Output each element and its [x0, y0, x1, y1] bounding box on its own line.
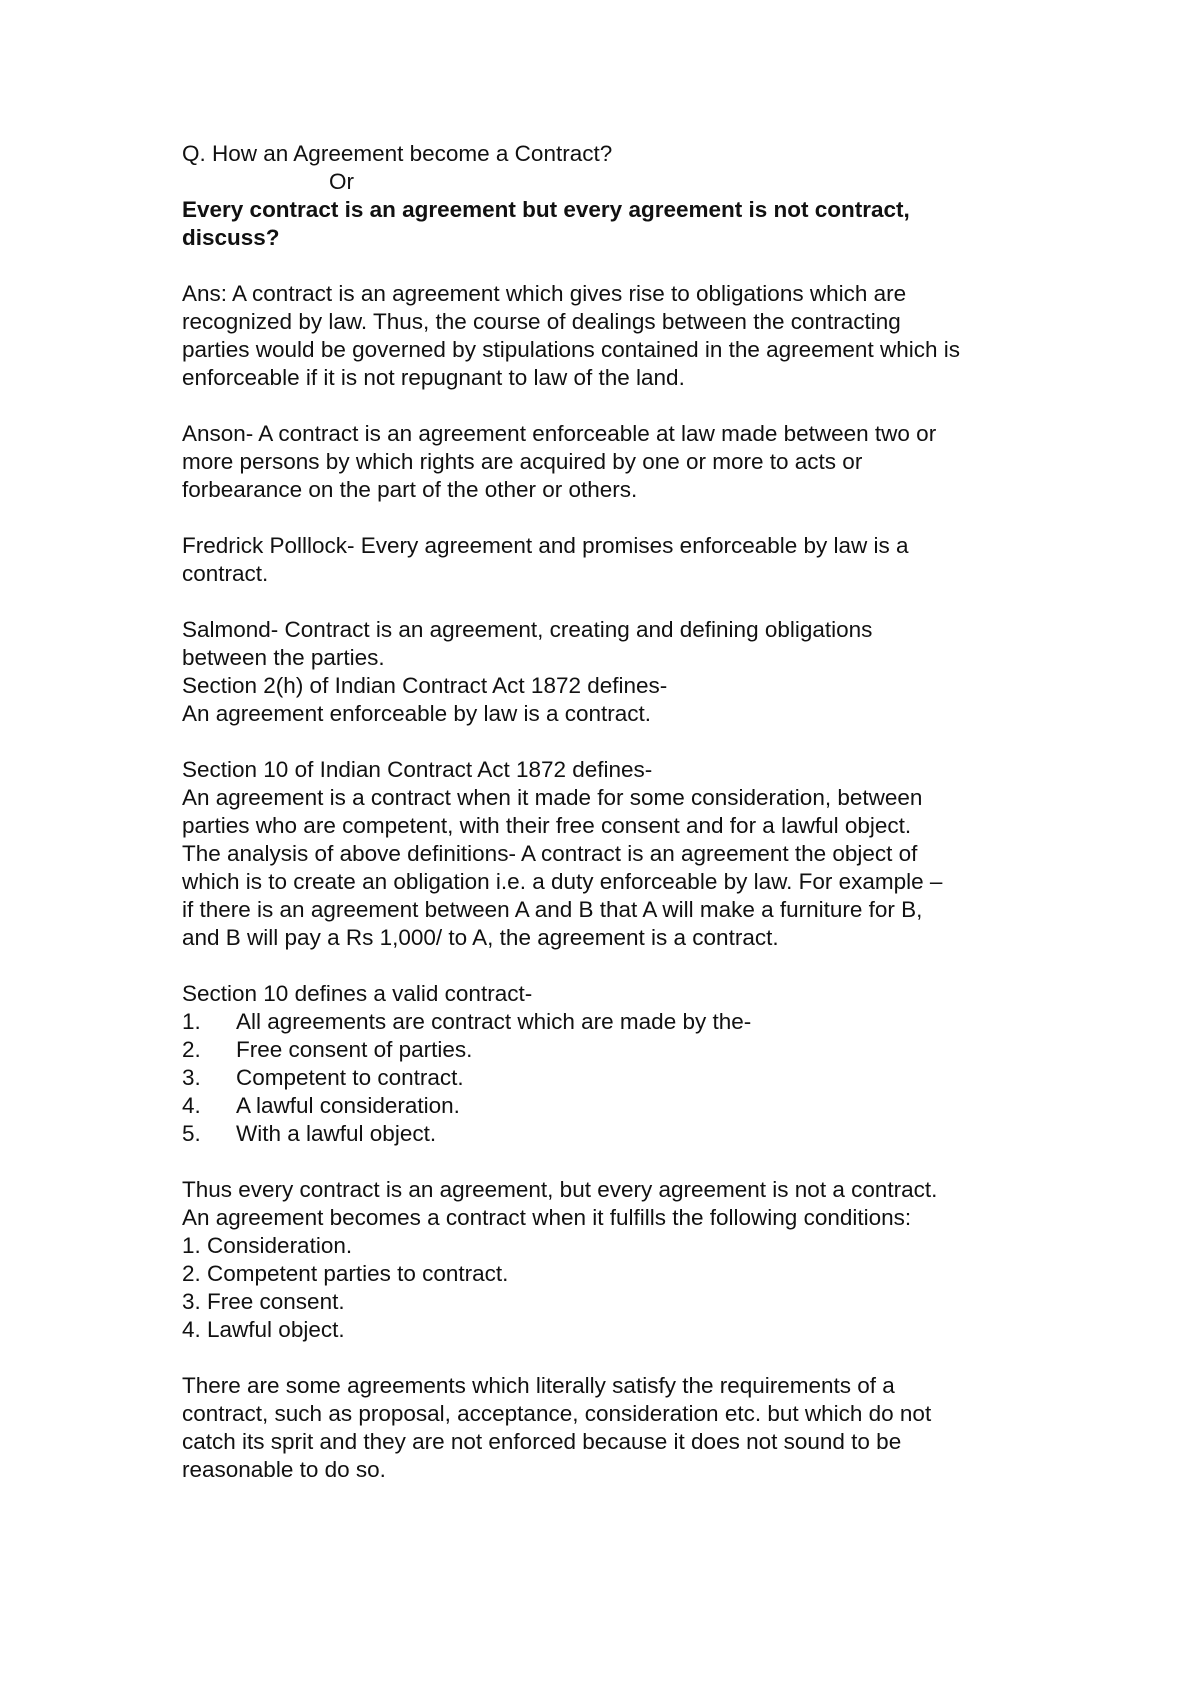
text-line: recognized by law. Thus, the course of dealings between the contracting — [182, 309, 901, 334]
list-item — [182, 1092, 1052, 1120]
text-line: more persons by which rights are acquired by one or more to acts or — [182, 449, 863, 474]
condition-item: 3. Free consent. — [182, 1289, 345, 1314]
list-text: A lawful consideration. — [236, 1093, 460, 1118]
text-line: enforceable if it is not repugnant to law of the land. — [182, 365, 685, 390]
question-block — [182, 140, 1052, 252]
paragraph-gap — [182, 1148, 1052, 1176]
list-text: All agreements are contract which are made by the- — [236, 1009, 752, 1034]
text-line: An agreement enforceable by law is a contract. — [182, 701, 652, 726]
pollock-paragraph — [182, 532, 1052, 588]
question-line: Q. How an Agreement become a Contract? — [182, 141, 613, 166]
list-heading: Section 10 defines a valid contract- — [182, 981, 533, 1006]
text-line: Ans: A contract is an agreement which gives rise to obligations which are — [182, 281, 907, 306]
condition-item: 1. Consideration. — [182, 1233, 353, 1258]
list-item — [182, 1036, 1052, 1064]
conclusion-paragraph — [182, 1176, 1052, 1344]
question-bold-line: Every contract is an agreement but every agreement is not contract, — [182, 197, 910, 222]
list-item — [182, 1064, 1052, 1092]
text-line: forbearance on the part of the other or others. — [182, 477, 638, 502]
text-line: There are some agreements which literally satisfy the requirements of a — [182, 1373, 895, 1398]
list-number: 3. — [182, 1065, 201, 1090]
list-item — [182, 1008, 1052, 1036]
question-bold-line: discuss? — [182, 225, 280, 250]
text-line: between the parties. — [182, 645, 385, 670]
salmond-paragraph — [182, 616, 1052, 728]
list-number: 4. — [182, 1093, 201, 1118]
text-line: parties who are competent, with their free consent and for a lawful object. — [182, 813, 912, 838]
or-separator: Or — [329, 169, 354, 194]
closing-paragraph — [182, 1372, 1052, 1484]
text-line: An agreement becomes a contract when it fulfills the following conditions: — [182, 1205, 912, 1230]
list-text: Free consent of parties. — [236, 1037, 473, 1062]
paragraph-gap — [182, 392, 1052, 420]
condition-item: 2. Competent parties to contract. — [182, 1261, 509, 1286]
text-line: Salmond- Contract is an agreement, creating and defining obligations — [182, 617, 873, 642]
text-line: Anson- A contract is an agreement enforceable at law made between two or — [182, 421, 937, 446]
list-number: 2. — [182, 1037, 201, 1062]
text-line: contract. — [182, 561, 269, 586]
paragraph-gap — [182, 952, 1052, 980]
section10-paragraph — [182, 756, 1052, 952]
condition-item: 4. Lawful object. — [182, 1317, 345, 1342]
text-line: Section 2(h) of Indian Contract Act 1872 defines- — [182, 673, 668, 698]
text-line: Section 10 of Indian Contract Act 1872 defines- — [182, 757, 653, 782]
paragraph-gap — [182, 1344, 1052, 1372]
list-number: 1. — [182, 1009, 201, 1034]
text-line: reasonable to do so. — [182, 1457, 386, 1482]
text-line: An agreement is a contract when it made for some consideration, between — [182, 785, 923, 810]
text-line: and B will pay a Rs 1,000/ to A, the agreement is a contract. — [182, 925, 779, 950]
valid-contract-list — [182, 980, 1052, 1148]
paragraph-gap — [182, 728, 1052, 756]
text-line: Thus every contract is an agreement, but every agreement is not a contract. — [182, 1177, 938, 1202]
paragraph-gap — [182, 504, 1052, 532]
text-line: contract, such as proposal, acceptance, consideration etc. but which do not — [182, 1401, 932, 1426]
list-item — [182, 1120, 1052, 1148]
text-line: which is to create an obligation i.e. a duty enforceable by law. For example – — [182, 869, 943, 894]
answer-paragraph — [182, 280, 1052, 392]
paragraph-gap — [182, 588, 1052, 616]
list-number: 5. — [182, 1121, 201, 1146]
anson-paragraph — [182, 420, 1052, 504]
list-text: Competent to contract. — [236, 1065, 464, 1090]
document-page — [182, 140, 1052, 1484]
list-text: With a lawful object. — [236, 1121, 437, 1146]
text-line: The analysis of above definitions- A contract is an agreement the object of — [182, 841, 918, 866]
text-line: Fredrick Polllock- Every agreement and promises enforceable by law is a — [182, 533, 909, 558]
text-line: catch its sprit and they are not enforced because it does not sound to be — [182, 1429, 902, 1454]
paragraph-gap — [182, 252, 1052, 280]
text-line: parties would be governed by stipulations contained in the agreement which is — [182, 337, 960, 362]
text-line: if there is an agreement between A and B that A will make a furniture for B, — [182, 897, 923, 922]
